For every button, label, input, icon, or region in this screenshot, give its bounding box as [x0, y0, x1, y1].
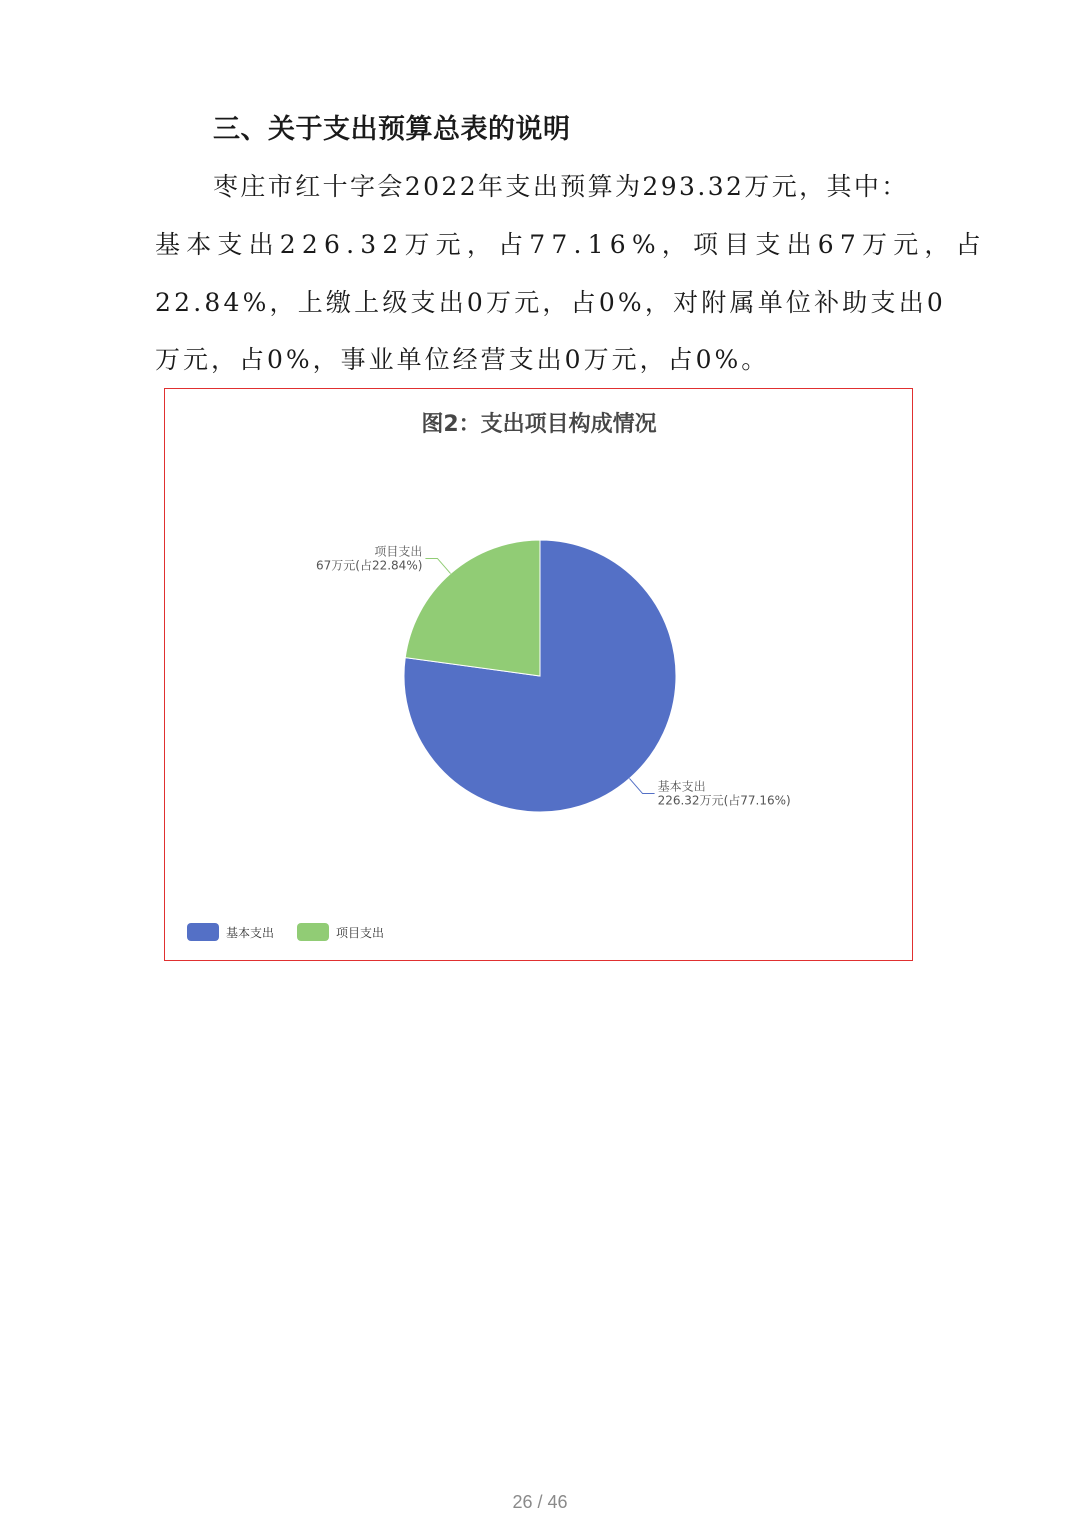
- section-heading: 三、关于支出预算总表的说明: [213, 114, 571, 145]
- paragraph-line: 枣庄市红十字会2022年支出预算为293.32万元，其中：: [213, 172, 909, 201]
- page-number: 26 / 46: [512, 1492, 568, 1512]
- paragraph-line: 基本支出226.32万元，占77.16%，项目支出67万元，占: [155, 230, 987, 259]
- label-leader-line: [425, 558, 450, 573]
- label-leader-line: [629, 778, 654, 793]
- chart-title: 图2：支出项目构成情况: [421, 412, 657, 437]
- paragraph-line: 万元，占0%，事业单位经营支出0万元，占0%。: [155, 345, 770, 374]
- pie-chart: [165, 389, 911, 959]
- legend-label[interactable]: 项目支出: [336, 926, 385, 940]
- chart-frame: [164, 388, 913, 961]
- slice-label-value: 226.32万元(占77.16%): [657, 793, 791, 808]
- legend-swatch[interactable]: [297, 923, 329, 941]
- pie-slice-project: [405, 540, 540, 676]
- slice-label-name: 基本支出: [657, 779, 706, 794]
- legend-swatch[interactable]: [187, 923, 219, 941]
- slice-label-name: 项目支出: [374, 544, 423, 559]
- paragraph-line: 22.84%，上缴上级支出0万元，占0%，对附属单位补助支出0: [155, 288, 946, 317]
- slice-label-value: 67万元(占22.84%): [316, 558, 423, 573]
- legend-label[interactable]: 基本支出: [226, 926, 275, 940]
